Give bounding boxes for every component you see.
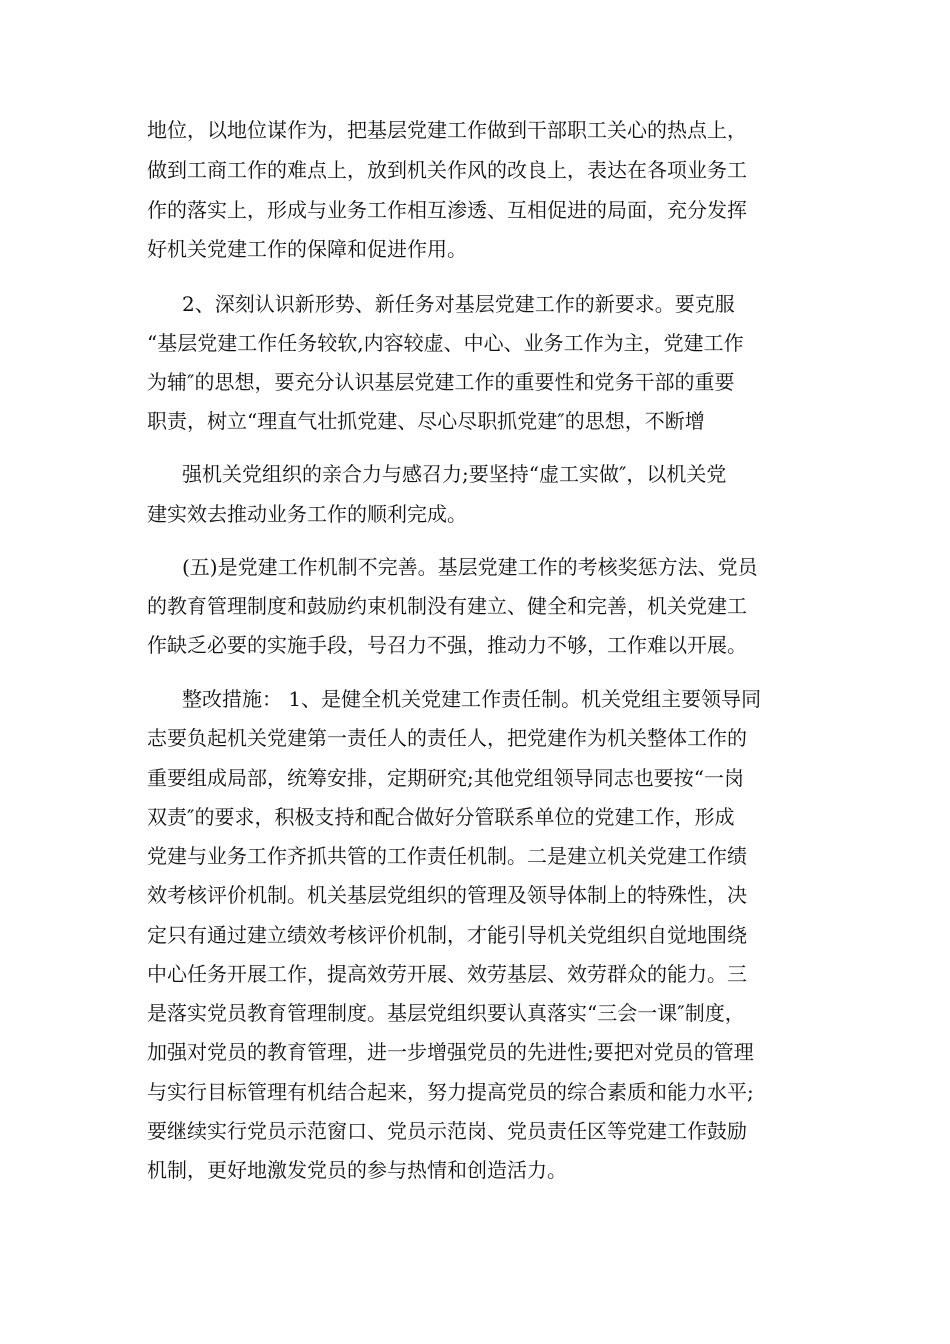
paragraph-line: 与实行目标管理有机结合起来，努力提高党员的综合素质和能力水平;	[147, 1080, 754, 1104]
paragraph-line: 是落实党员教育管理制度。基层党组织要认真落实“三会一课″制度，	[147, 1001, 745, 1025]
paragraph-line: 定只有通过建立绩效考核评价机制，才能引导机关党组织自觉地围绕	[147, 923, 747, 947]
paragraph-line: 2、深刻认识新形势、新任务对基层党建工作的新要求。要克服	[182, 292, 735, 316]
paragraph-line: 双责″的要求，积极支持和配合做好分管联系单位的党建工作，形成	[147, 805, 735, 829]
paragraph-line: (五)是党建工作机制不完善。基层党建工作的考核奖惩方法、党员	[182, 555, 758, 579]
paragraph-line: 中心任务开展工作，提高效劳开展、效劳基层、效劳群众的能力。三	[147, 962, 747, 986]
paragraph-line: 要继续实行党员示范窗口、党员示范岗、党员责任区等党建工作鼓励	[147, 1119, 747, 1143]
paragraph-line: 的教育管理制度和鼓励约束机制没有建立、健全和完善，机关党建工	[147, 594, 747, 618]
paragraph-line: 志要负起机关党建第一责任人的责任人，把党建作为机关整体工作的	[147, 726, 747, 750]
paragraph-line: 强机关党组织的亲合力与感召力;要坚持“虚工实做″，以机关党	[182, 462, 727, 486]
paragraph-line: 整改措施： 1、是健全机关党建工作责任制。机关党组主要领导同	[182, 687, 762, 711]
paragraph-line: 党建与业务工作齐抓共管的工作责任机制。二是建立机关党建工作绩	[147, 844, 747, 868]
paragraph-line: 地位，以地位谋作为，把基层党建工作做到干部职工关心的热点上，	[147, 118, 747, 142]
paragraph-line: 作缺乏必要的实施手段，号召力不强，推动力不够，工作难以开展。	[147, 633, 747, 657]
paragraph-line: 为辅″的思想，要充分认识基层党建工作的重要性和党务干部的重要	[147, 370, 735, 394]
paragraph-line: 作的落实上，形成与业务工作相互渗透、互相促进的局面，充分发挥	[147, 198, 747, 222]
paragraph-line: “基层党建工作任务较软,内容较虚、中心、业务工作为主，党建工作	[147, 331, 744, 355]
paragraph-line: 重要组成局部，统筹安排，定期研究;其他党组领导同志也要按“一岗	[147, 766, 744, 790]
paragraph-line: 建实效去推动业务工作的顺利完成。	[147, 502, 467, 526]
paragraph-line: 机制，更好地激发党员的参与热情和创造活力。	[147, 1158, 567, 1182]
paragraph-line: 效考核评价机制。机关基层党组织的管理及领导体制上的特殊性，决	[147, 883, 747, 907]
paragraph-line: 做到工商工作的难点上，放到机关作风的改良上，表达在各项业务工	[147, 158, 747, 182]
paragraph-line: 好机关党建工作的保障和促进作用。	[147, 237, 467, 261]
paragraph-line: 职责，树立“理直气壮抓党建、尽心尽职抓党建″的思想，不断增	[147, 409, 705, 433]
paragraph-line: 加强对党员的教育管理，进一步增强党员的先进性;要把对党员的管理	[147, 1040, 754, 1064]
